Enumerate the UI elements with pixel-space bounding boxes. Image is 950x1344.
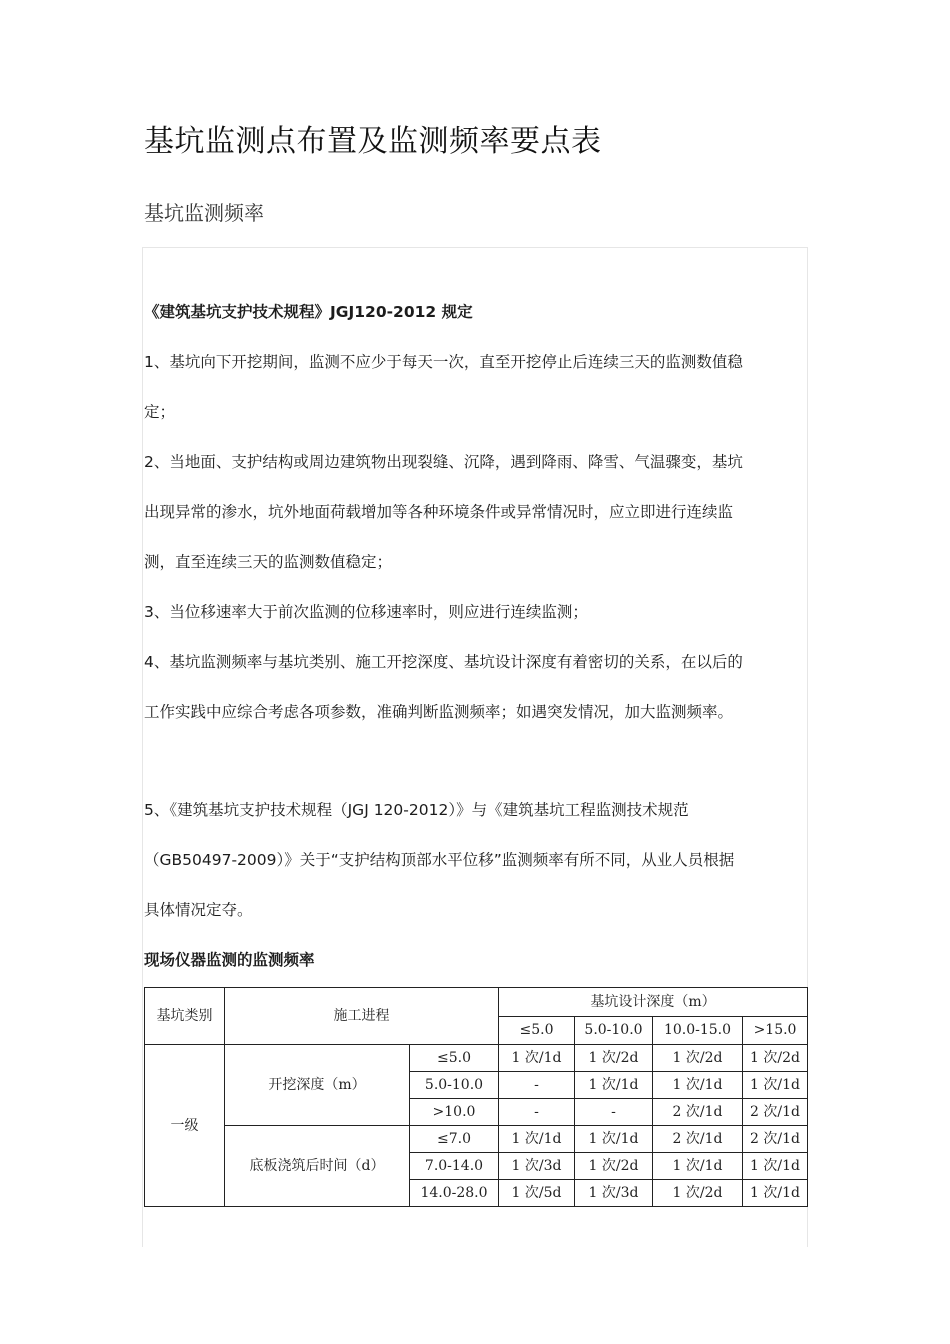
frequency-cell: 1 次/1d — [575, 1126, 653, 1153]
header-depth-col: 10.0-15.0 — [653, 1016, 743, 1045]
frequency-cell: 2 次/1d — [653, 1099, 743, 1126]
header-progress: 施工进程 — [225, 988, 499, 1045]
frequency-cell: 1 次/3d — [499, 1153, 575, 1180]
paragraph-line: 2、当地面、支护结构或周边建筑物出现裂缝、沉降，遇到降雨、降雪、气温骤变，基坑 — [144, 453, 743, 471]
monitoring-frequency-table — [144, 987, 808, 1207]
frequency-cell: 1 次/1d — [575, 1072, 653, 1099]
frequency-cell: 1 次/1d — [653, 1153, 743, 1180]
paragraph-line: 4、基坑监测频率与基坑类别、施工开挖深度、基坑设计深度有着密切的关系，在以后的 — [144, 653, 743, 671]
paragraph-line: 1、基坑向下开挖期间，监测不应少于每天一次，直至开挖停止后连续三天的监测数值稳 — [144, 353, 743, 371]
frequency-cell: 1 次/2d — [743, 1045, 808, 1072]
range-cell: ≤7.0 — [410, 1126, 499, 1153]
frequency-cell: 1 次/2d — [653, 1045, 743, 1072]
paragraph-line: 5、《建筑基坑支护技术规程（JGJ 120-2012）》与《建筑基坑工程监测技术规范 — [144, 801, 689, 819]
grade-cell: 一级 — [145, 1045, 225, 1207]
frequency-cell: 1 次/2d — [575, 1045, 653, 1072]
paragraph-line: 定； — [144, 403, 176, 421]
paragraph-line: （GB50497-2009）》关于“支护结构顶部水平位移”监测频率有所不同，从业人员根据 — [144, 851, 735, 869]
range-cell: >10.0 — [410, 1099, 499, 1126]
page-title: 基坑监测点布置及监测频率要点表 — [144, 124, 602, 159]
frequency-cell: 1 次/5d — [499, 1180, 575, 1207]
range-cell: 14.0-28.0 — [410, 1180, 499, 1207]
frequency-cell: 1 次/1d — [743, 1180, 808, 1207]
paragraph-line: 测，直至连续三天的监测数值稳定； — [144, 553, 393, 571]
frequency-cell: 1 次/1d — [743, 1153, 808, 1180]
table-row — [145, 1045, 808, 1072]
table-row — [145, 1126, 808, 1153]
frequency-cell: 2 次/1d — [743, 1126, 808, 1153]
frequency-cell: 1 次/2d — [653, 1180, 743, 1207]
paragraph-line: 工作实践中应综合考虑各项参数，准确判断监测频率；如遇突发情况，加大监测频率。 — [144, 703, 734, 721]
range-cell: ≤5.0 — [410, 1045, 499, 1072]
header-depth-col: >15.0 — [743, 1016, 808, 1045]
table-header-row — [145, 988, 808, 1017]
range-cell: 7.0-14.0 — [410, 1153, 499, 1180]
frequency-cell: 1 次/3d — [575, 1180, 653, 1207]
table-heading: 现场仪器监测的监测频率 — [144, 951, 315, 969]
header-category: 基坑类别 — [145, 988, 225, 1045]
group-label: 底板浇筑后时间（d） — [225, 1126, 410, 1207]
frequency-cell: 1 次/1d — [653, 1072, 743, 1099]
frequency-cell: 1 次/2d — [575, 1153, 653, 1180]
header-design-depth: 基坑设计深度（m） — [499, 988, 808, 1017]
paragraph-line: 出现异常的渗水，坑外地面荷载增加等各种环境条件或异常情况时，应立即进行连续监 — [144, 503, 734, 521]
header-depth-col: 5.0-10.0 — [575, 1016, 653, 1045]
header-depth-col: ≤5.0 — [499, 1016, 575, 1045]
section-title: 基坑监测频率 — [144, 201, 264, 225]
paragraph-line: 具体情况定夺。 — [144, 901, 253, 919]
frequency-cell: - — [499, 1072, 575, 1099]
paragraph-line: 3、当位移速率大于前次监测的位移速率时，则应进行连续监测； — [144, 603, 588, 621]
range-cell: 5.0-10.0 — [410, 1072, 499, 1099]
frequency-cell: - — [499, 1099, 575, 1126]
frequency-cell: 1 次/1d — [499, 1045, 575, 1072]
group-label: 开挖深度（m） — [225, 1045, 410, 1126]
regulation-heading: 《建筑基坑支护技术规程》JGJ120-2012 规定 — [144, 303, 473, 321]
frequency-cell: 1 次/1d — [499, 1126, 575, 1153]
frequency-cell: 2 次/1d — [743, 1099, 808, 1126]
frequency-cell: 1 次/1d — [743, 1072, 808, 1099]
frequency-cell: - — [575, 1099, 653, 1126]
frequency-cell: 2 次/1d — [653, 1126, 743, 1153]
